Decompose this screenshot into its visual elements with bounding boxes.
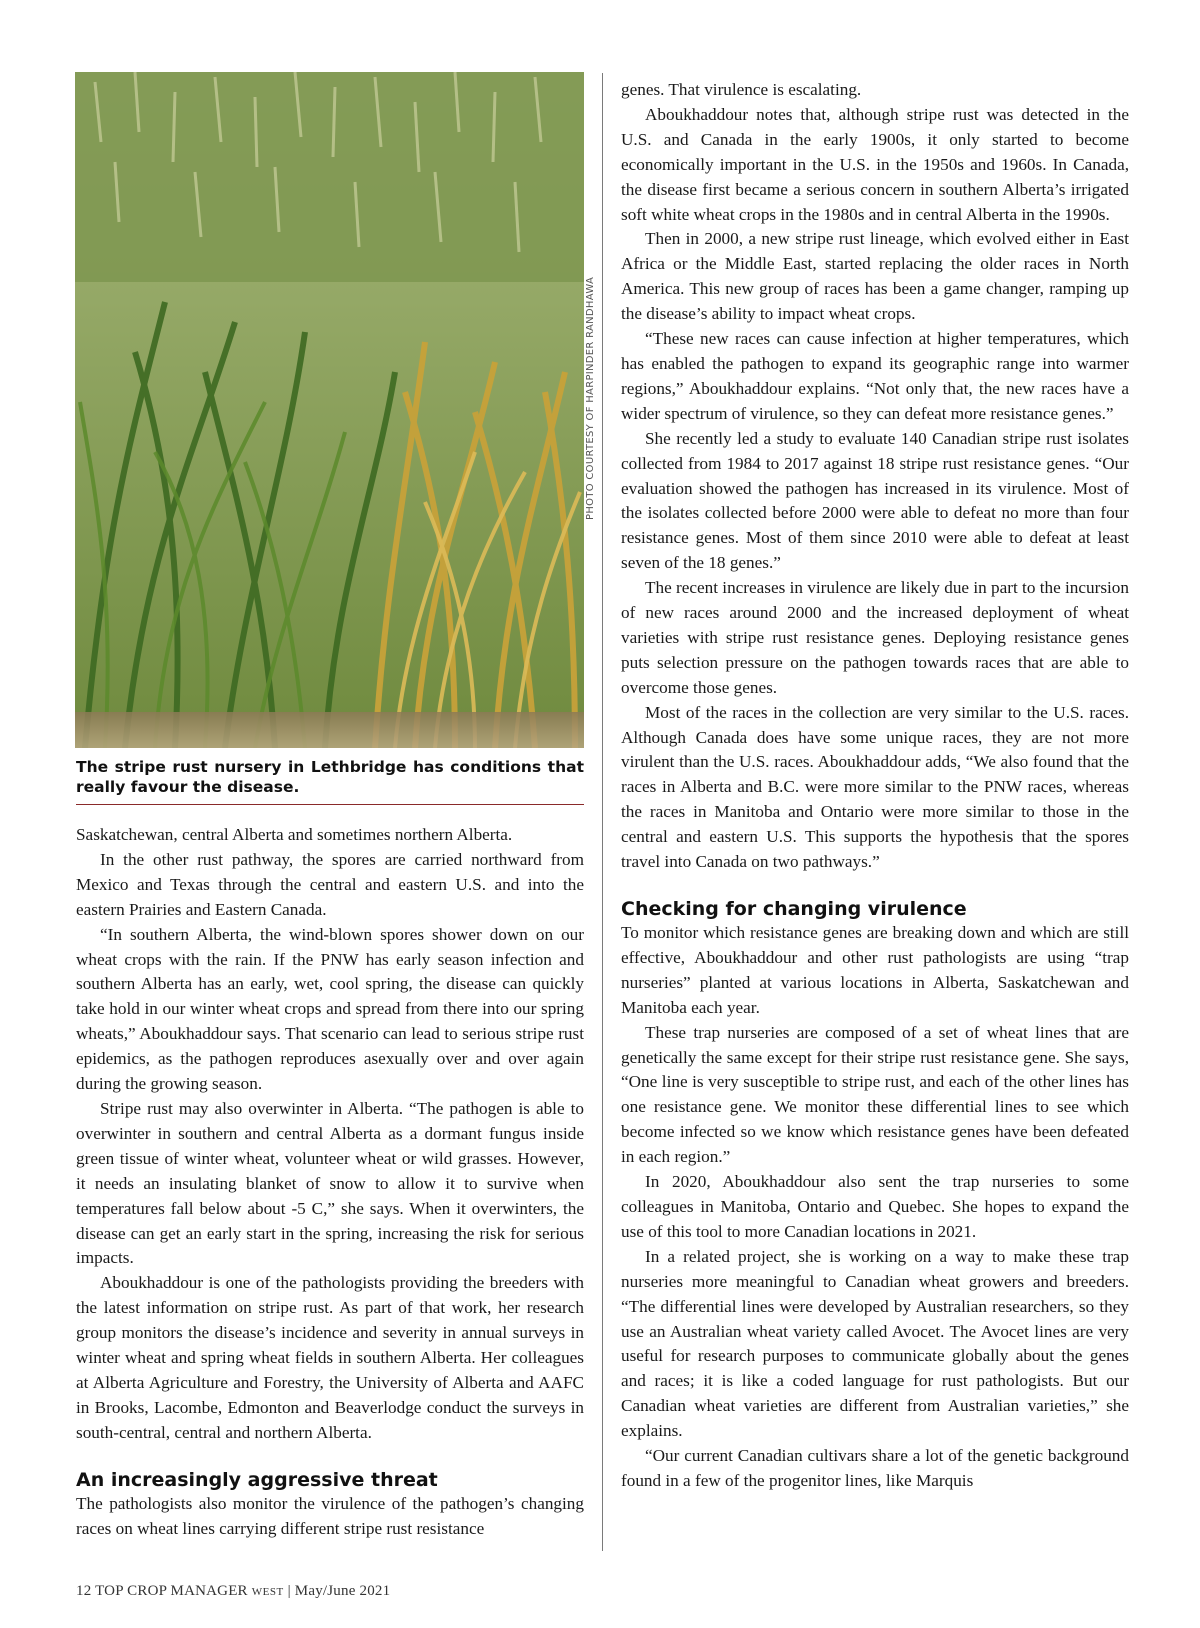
right-column	[621, 78, 1129, 1494]
body-paragraph: “In southern Alberta, the wind-blown spores shower down on our wheat crops with the rain. If the PNW has early season infection and southern Alberta has an early, wet, cool spring, the disease can quickly take hold in our winter wheat crops and spread from there into our spring wheats,” Aboukhaddour says. That scenario can lead to serious stripe rust epidemics, as the pathogen reproduces asexually over and over again during the growing season.	[76, 924, 584, 1094]
body-paragraph: The pathologists also monitor the virulence of the pathogen’s changing races on wheat lines carrying different stripe rust resistance	[76, 1493, 584, 1538]
body-paragraph: genes. That virulence is escalating.	[621, 80, 862, 99]
page-number: 12	[76, 1583, 92, 1599]
section-heading: An increasingly aggressive threat	[76, 1468, 438, 1491]
caption-divider	[76, 804, 584, 805]
body-paragraph: She recently led a study to evaluate 140 Canadian stripe rust isolates collected from 1984 to 2017 against 18 stripe rust resistance genes. “Our evaluation showed the pathogen has increased in its virulence. Most of the isolates collected before 2000 were able to defeat no more than four resistance genes. Most of them since 2010 were able to defeat at least seven of the 18 genes.”	[621, 428, 1129, 573]
body-paragraph: In a related project, she is working on a way to make these trap nurseries more meaningful to Canadian wheat growers and breeders. “The differential lines were developed by Australian researchers, so they use an Australian wheat variety called Avocet. The Avocet lines are very useful for research purposes to communicate globally about the genes and races; it is like a coded language for rust pathologists. But our Canadian wheat varieties are different from Australian varieties,” she explains.	[621, 1246, 1129, 1441]
page-footer	[76, 1583, 390, 1600]
wheat-field-photo	[75, 72, 584, 748]
body-paragraph: The recent increases in virulence are likely due in part to the incursion of new races around 2000 and the increased deployment of wheat varieties with stripe rust resistance genes. Deploying resistance genes puts selection pressure on the pathogen towards races that are able to overcome those genes.	[621, 578, 1129, 697]
edition-label: WEST	[251, 1586, 284, 1598]
footer-separator: |	[287, 1583, 291, 1599]
section-heading: Checking for changing virulence	[621, 898, 967, 920]
issue-date: May/June 2021	[294, 1583, 391, 1599]
body-paragraph: In 2020, Aboukhaddour also sent the trap nurseries to some colleagues in Manitoba, Ontario and Quebec. She hopes to expand the use of this tool to more Canadian locations in 2021.	[621, 1172, 1129, 1241]
body-paragraph: “These new races can cause infection at higher temperatures, which has enabled the pathogen to expand its geographic range into warmer regions,” Aboukhaddour explains. “Not only that, the new races have a wider spectrum of virulence, so they can defeat more resistance genes.”	[621, 329, 1129, 423]
body-paragraph: “Our current Canadian cultivars share a lot of the genetic background found in a few of the progenitor lines, like Marquis	[621, 1446, 1129, 1490]
column-divider	[602, 73, 603, 1551]
photo-credit: PHOTO COURTESY OF HARPINDER RANDHAWA	[585, 276, 596, 520]
body-paragraph: Aboukhaddour notes that, although stripe rust was detected in the U.S. and Canada in the early 1900s, it only started to become economically important in the U.S. in the 1950s and 1960s. In Canada, the disease first became a serious concern in southern Alberta’s irrigated soft white wheat crops in the 1980s and in central Alberta in the 1990s.	[621, 104, 1129, 224]
body-paragraph: In the other rust pathway, the spores are carried northward from Mexico and Texas through the central and eastern U.S. and into the eastern Prairies and Eastern Canada.	[76, 849, 584, 919]
magazine-name: TOP CROP MANAGER	[95, 1583, 248, 1599]
body-paragraph: Aboukhaddour is one of the pathologists providing the breeders with the latest information on stripe rust. As part of that work, her research group monitors the disease’s incidence and severity in annual surveys in winter wheat and spring wheat fields in southern Alberta. Her colleagues at Alberta Agriculture and Forestry, the University of Alberta and AAFC in Brooks, Lacombe, Edmonton and Beaverlodge conduct the surveys in south-central, central and northern Alberta.	[76, 1273, 584, 1442]
body-paragraph: Saskatchewan, central Alberta and sometimes northern Alberta.	[76, 825, 513, 844]
left-column	[76, 823, 584, 1541]
body-paragraph: Then in 2000, a new stripe rust lineage, which evolved either in East Africa or the Middle East, started replacing the older races in North America. This new group of races has been a game changer, ramping up the disease’s ability to impact wheat crops.	[621, 229, 1129, 324]
body-paragraph: Most of the races in the collection are very similar to the U.S. races. Although Canada does have some unique races, they are not more virulent than the U.S. races. Aboukhaddour adds, “We also found that the races in Alberta and B.C. were more similar to the PNW races, whereas the races in Manitoba and Ontario were more similar to those in the central and eastern U.S. This supports the hypothesis that the spores travel into Canada on two pathways.”	[621, 702, 1129, 872]
photo-caption: The stripe rust nursery in Lethbridge has conditions that really favour the disease.	[76, 758, 584, 796]
body-paragraph: Stripe rust may also overwinter in Alberta. “The pathogen is able to overwinter in southern and central Alberta as a dormant fungus inside green tissue of winter wheat, volunteer wheat or wild grasses. However, it needs an insulating blanket of snow to allow it to survive when temperatures fall below about -5 C,” she says. When it overwinters, the disease can get an early start in the spring, increasing the risk for serious impacts.	[76, 1098, 584, 1268]
body-paragraph: These trap nurseries are composed of a set of wheat lines that are genetically the same except for their stripe rust resistance gene. She says, “One line is very susceptible to stripe rust, and each of the other lines has one resistance gene. We monitor these differential lines to see which become infected so we know which resistance genes have been defeated in each region.”	[621, 1022, 1129, 1167]
body-paragraph: To monitor which resistance genes are breaking down and which are still effective, Aboukhaddour and other rust pathologists are using “trap nurseries” planted at various locations in Alberta, Saskatchewan and Manitoba each year.	[621, 923, 1129, 1017]
